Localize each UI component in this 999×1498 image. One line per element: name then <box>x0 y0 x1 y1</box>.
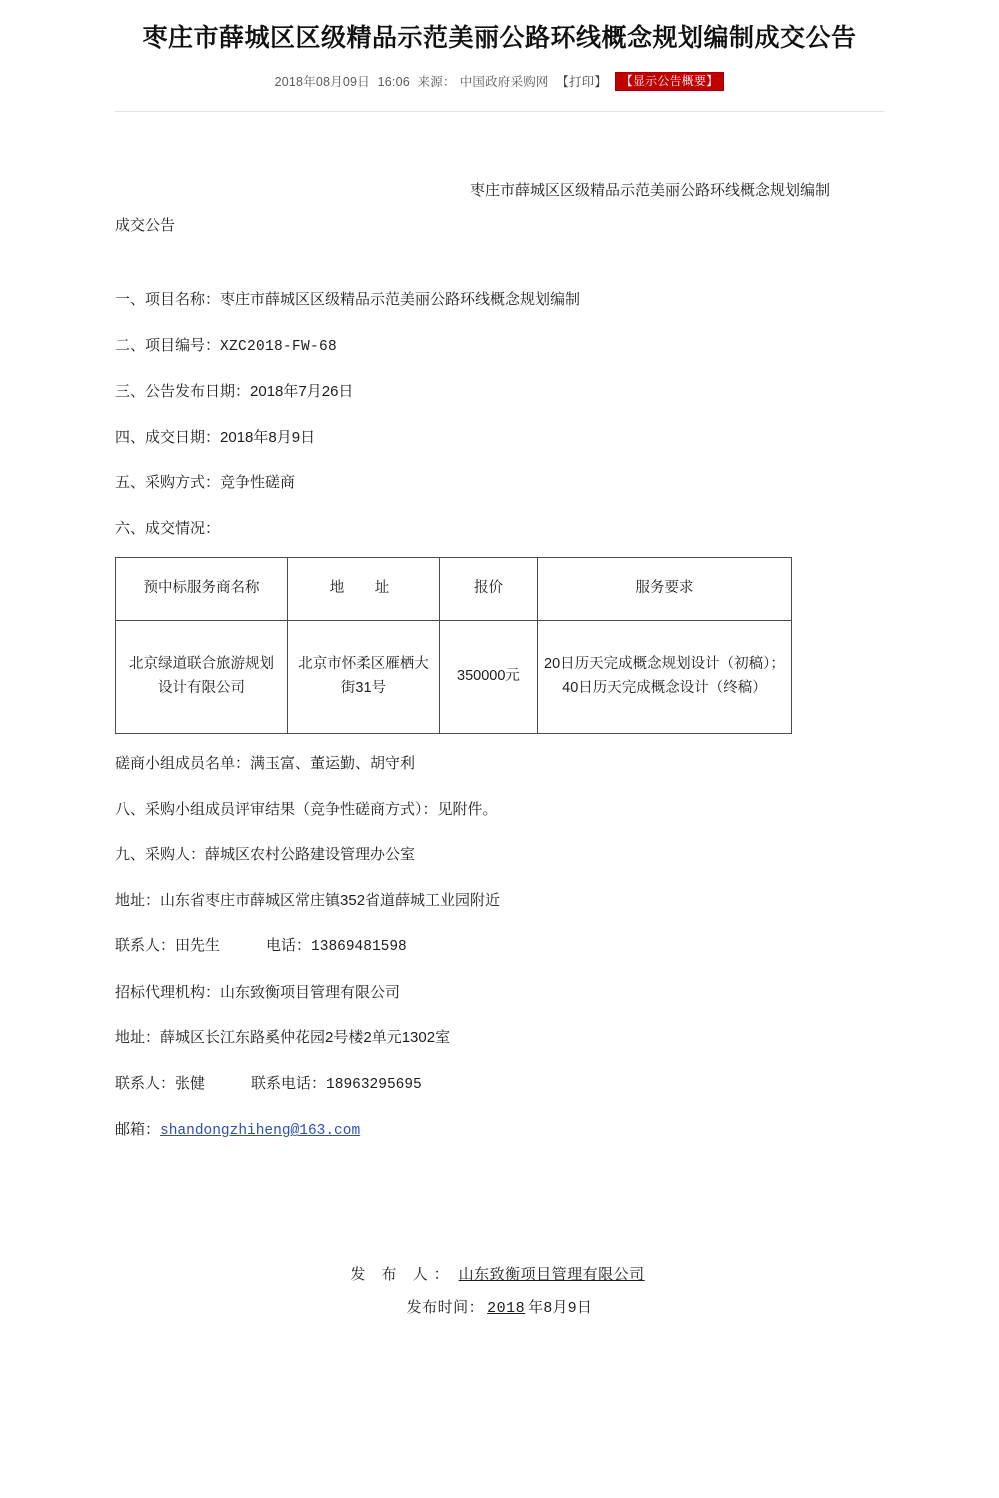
publish-time-line <box>115 1291 884 1325</box>
buyer-address-value: 山东省枣庄市薛城区常庄镇352省道薛城工业园附近 <box>160 891 501 909</box>
clause-6 <box>115 515 884 544</box>
agency-contact-label: 联系人： <box>115 1074 176 1092</box>
agency-address-value: 薛城区长江东路奚仲花园2号楼2单元1302室 <box>160 1029 451 1047</box>
agency-line <box>115 979 884 1008</box>
clause-3-label: 公告发布日期： <box>145 383 251 401</box>
clause-1 <box>115 286 884 315</box>
publish-time-label: 发布时间： <box>406 1298 485 1316</box>
source-name: 中国政府采购网 <box>459 74 549 89</box>
cell-address: 北京市怀柔区雁栖大街31号 <box>288 621 440 734</box>
clause-4-label: 成交日期： <box>145 428 221 446</box>
table-row <box>116 621 792 734</box>
agency-contact-line <box>115 1070 884 1100</box>
clause-5-value: 竞争性磋商 <box>220 474 296 492</box>
intro-line-2: 成交公告 <box>115 216 176 234</box>
clause-1-value: 枣庄市薛城区区级精品示范美丽公路环线概念规划编制 <box>220 291 581 309</box>
cell-supplier: 北京绿道联合旅游规划设计有限公司 <box>116 621 288 734</box>
clause-4-num: 四、 <box>115 428 146 446</box>
table-header-row <box>116 558 792 621</box>
agency-address-label: 地址： <box>115 1029 161 1047</box>
panel-members-line: 磋商小组成员名单：满玉富、董运勤、胡守利 <box>115 755 416 773</box>
show-summary-badge[interactable]: 【显示公告概要】 <box>615 72 725 91</box>
publish-rest: 年8月9日 <box>528 1298 593 1316</box>
page-header <box>0 0 999 91</box>
publish-time: 16:06 <box>377 74 410 89</box>
clause-2-value: XZC2018-FW-68 <box>220 338 338 355</box>
page-title: 枣庄市薛城区区级精品示范美丽公路环线概念规划编制成交公告 <box>142 24 857 52</box>
email-line <box>115 1116 884 1146</box>
buyer-contact-line <box>115 932 884 962</box>
source-label: 来源： <box>417 74 456 89</box>
cell-price: 350000元 <box>440 621 538 734</box>
result-table <box>115 557 792 734</box>
buyer-phone-value: 13869481598 <box>311 939 407 956</box>
clause-5-num: 五、 <box>115 474 146 492</box>
meta-row <box>0 72 999 91</box>
clause-6-num: 六、 <box>115 519 146 537</box>
publish-date: 2018年08月09日 <box>274 74 370 89</box>
buyer-address-line <box>115 887 884 916</box>
agency-phone-label: 联系电话： <box>251 1074 327 1092</box>
clause-1-label: 项目名称： <box>145 291 221 309</box>
email-label: 邮箱： <box>115 1121 161 1139</box>
clause-2-num: 二、 <box>115 336 146 354</box>
buyer-address-label: 地址： <box>115 891 161 909</box>
publish-year: 2018 <box>487 1299 526 1317</box>
publisher-line <box>115 1258 884 1291</box>
agency-value: 山东致衡项目管理有限公司 <box>220 983 401 1001</box>
clause-5 <box>115 469 884 498</box>
agency-phone-value: 18963295695 <box>326 1076 422 1093</box>
agency-address-line <box>115 1024 884 1053</box>
intro-line-1: 枣庄市薛城区区级精品示范美丽公路环线概念规划编制 <box>470 182 831 200</box>
clause-4 <box>115 424 884 453</box>
buyer-contact-label: 联系人： <box>115 937 176 955</box>
cell-requirement: 20日历天完成概念规划设计（初稿）；40日历天完成概念设计（终稿） <box>538 621 792 734</box>
clause-6-label: 成交情况： <box>145 519 221 537</box>
print-link[interactable]: 【打印】 <box>556 74 608 89</box>
buyer-phone-label: 电话： <box>266 937 312 955</box>
clause-1-num: 一、 <box>115 291 146 309</box>
intro-paragraph <box>115 174 884 243</box>
th-address: 地 址 <box>288 558 440 621</box>
agency-contact-value: 张健 <box>175 1074 206 1092</box>
email-link[interactable]: shandongzhiheng@163.com <box>160 1123 361 1140</box>
buyer-contact-value: 田先生 <box>175 937 221 955</box>
clause-4-value: 2018年8月9日 <box>220 428 316 446</box>
clause-3 <box>115 378 884 407</box>
agency-label: 招标代理机构： <box>115 983 221 1001</box>
clause-3-value: 2018年7月26日 <box>250 383 354 401</box>
clause-3-num: 三、 <box>115 383 146 401</box>
publisher-value: 山东致衡项目管理有限公司 <box>458 1265 645 1283</box>
publisher-label: 发 布 人： <box>350 1265 455 1283</box>
th-price: 报价 <box>440 558 538 621</box>
th-supplier: 预中标服务商名称 <box>116 558 288 621</box>
th-requirement: 服务要求 <box>538 558 792 621</box>
clause-5-label: 采购方式： <box>145 474 221 492</box>
clause-2 <box>115 332 884 362</box>
clause-8: 八、采购小组成员评审结果（竞争性磋商方式）：见附件。 <box>115 800 498 818</box>
document-footer <box>115 1146 884 1325</box>
intro-spacer <box>115 243 884 269</box>
document-body <box>115 112 884 1146</box>
clause-2-label: 项目编号： <box>145 336 221 354</box>
clause-9: 九、采购人：薛城区农村公路建设管理办公室 <box>115 846 416 864</box>
